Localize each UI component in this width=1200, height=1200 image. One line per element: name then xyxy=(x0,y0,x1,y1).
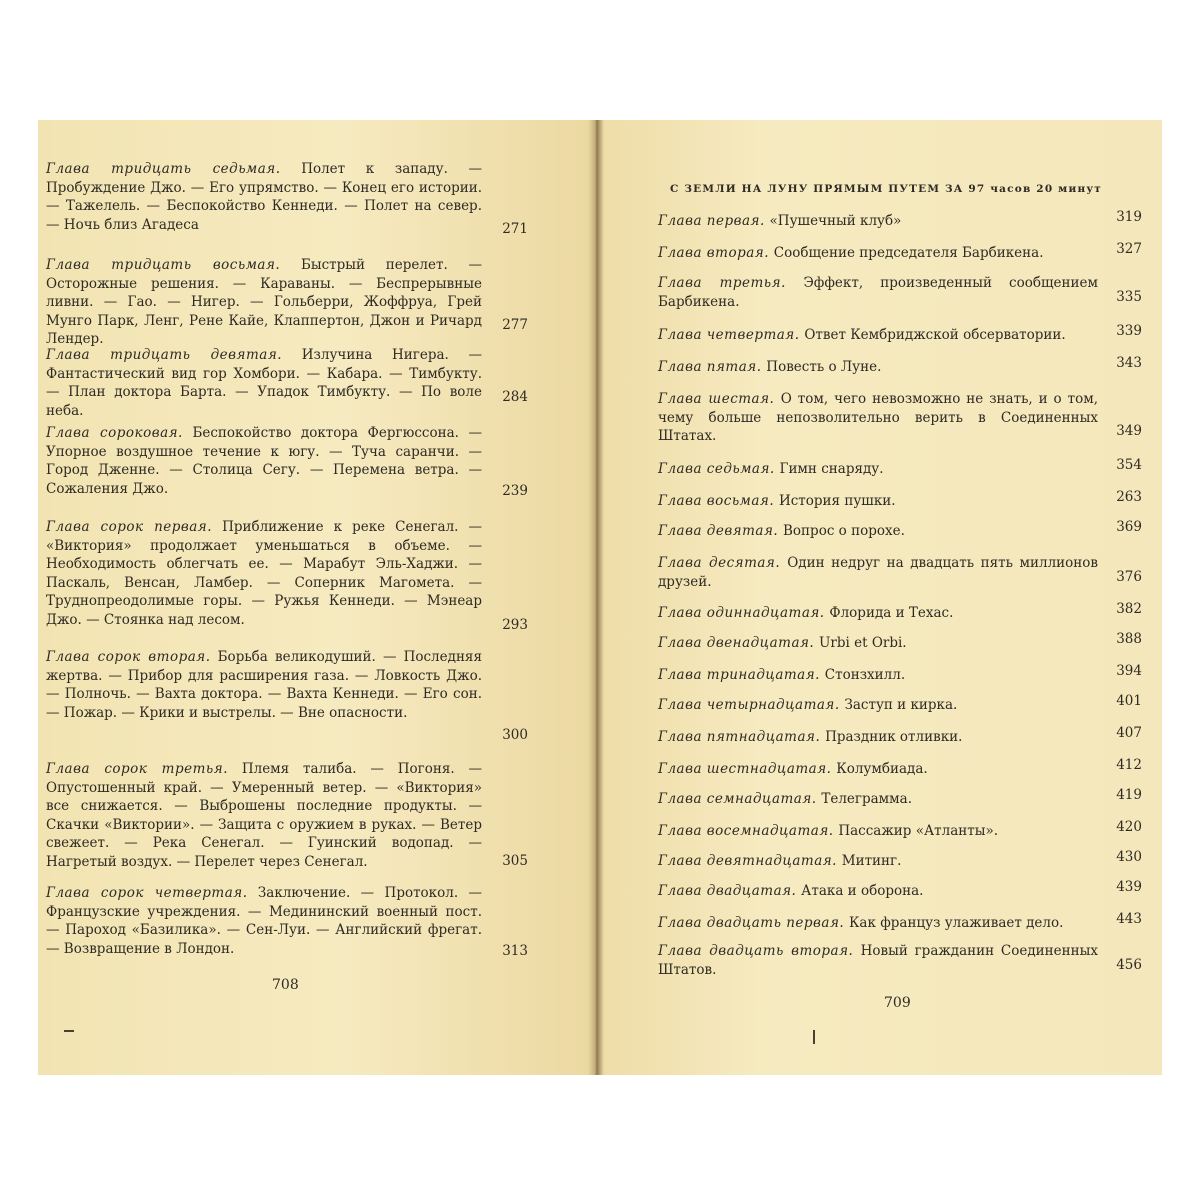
page-number: 284 xyxy=(502,389,528,405)
chapter-summary: Беспокойство доктора Фергюссона. — Упорное воздушное течение к югу. — Туча саранчи. — Город Дженне. — Столица Сегу. — Перемена ветра. — Сожаления Джо. xyxy=(46,425,482,497)
page-number: 388 xyxy=(1116,631,1142,647)
book-gutter xyxy=(588,120,604,1075)
toc-entry xyxy=(658,390,1098,446)
chapter-title: Телеграмма. xyxy=(821,791,913,807)
chapter-title: Стонзхилл. xyxy=(824,667,906,683)
chapter-label: Глава тринадцатая. xyxy=(658,667,825,683)
toc-entry xyxy=(658,522,1098,541)
page-number: 430 xyxy=(1116,849,1142,865)
page-folio: 708 xyxy=(272,977,299,993)
page-number: 339 xyxy=(1116,323,1142,339)
chapter-label: Глава восьмая. xyxy=(658,493,779,509)
page-number: 305 xyxy=(502,853,528,869)
chapter-summary: Быстрый перелет. — Осторожные решения. — Караваны. — Беспрерывные ливни. — Гао. — Нигер. — Гольберри, Жоффруа, Грей Мунго Парк, Ленг, Рене Кайе, Клаппертон, Джон и Ричард Лендер. xyxy=(46,257,482,347)
page-number: 239 xyxy=(502,483,528,499)
page-number: 300 xyxy=(502,727,528,743)
chapter-title: Как француз улаживает дело. xyxy=(848,915,1064,931)
chapter-summary: Излучина Нигера. — Фантастический вид гор Хомбори. — Кабара. — Тимбукту. — План доктора Барта. — Упадок Тимбукту. — По воле неба. xyxy=(46,347,482,419)
chapter-label: Глава десятая. xyxy=(658,555,788,571)
toc-entry xyxy=(658,822,1098,841)
toc-entry xyxy=(658,554,1098,591)
chapter-label: Глава двадцать первая. xyxy=(658,915,849,931)
page-number: 401 xyxy=(1116,693,1142,709)
chapter-label: Глава тридцать седьмая. xyxy=(46,161,281,177)
page-number: 439 xyxy=(1116,879,1142,895)
chapter-label: Глава двадцатая. xyxy=(658,883,802,899)
toc-entry xyxy=(658,728,1098,747)
page-number: 327 xyxy=(1116,241,1142,257)
chapter-title: Один недруг на двадцать пять миллионов друзей. xyxy=(658,555,1098,590)
page-number: 407 xyxy=(1116,725,1142,741)
page-number: 354 xyxy=(1116,457,1142,473)
chapter-title: Заступ и кирка. xyxy=(844,697,958,713)
chapter-title: «Пушечный клуб» xyxy=(769,213,902,229)
ink-mark xyxy=(64,1030,74,1032)
page-number: 277 xyxy=(502,317,528,333)
chapter-summary: Борьба великодуший. — Последняя жертва. — Прибор для расширения газа. — Ловкость Джо. — Полночь. — Вахта доктора. — Вахта Кеннеди. — Его сон. — Пожар. — Крики и выстрелы. — Вне опасности. xyxy=(46,649,482,721)
toc-entry xyxy=(658,492,1098,511)
page-number: 263 xyxy=(1116,489,1142,505)
toc-entry xyxy=(46,884,482,958)
chapter-label: Глава сорок вторая. xyxy=(46,649,211,665)
toc-entry xyxy=(658,942,1098,979)
chapter-label: Глава девятнадцатая. xyxy=(658,853,842,869)
chapter-title: Колумбиада. xyxy=(836,761,928,777)
chapter-label: Глава третья. xyxy=(658,275,804,291)
chapter-label: Глава шестая. xyxy=(658,391,781,407)
toc-entry xyxy=(658,604,1098,623)
page-number: 369 xyxy=(1116,519,1142,535)
chapter-title: Атака и оборона. xyxy=(801,883,924,899)
toc-entry xyxy=(46,424,482,498)
page-number: 349 xyxy=(1116,423,1142,439)
chapter-title: Ответ Кембриджской обсерватории. xyxy=(804,327,1066,343)
chapter-label: Глава тридцать девятая. xyxy=(46,347,283,363)
chapter-title: Пассажир «Атланты». xyxy=(838,823,999,839)
chapter-label: Глава шестнадцатая. xyxy=(658,761,837,777)
chapter-label: Глава сороковая. xyxy=(46,425,183,441)
chapter-summary: Племя талиба. — Погоня. — Опустошенный край. — Умеренный ветер. — «Виктория» все снижается. — Выброшены последние продукты. — Скачки «Виктории». — Защита с оружием в руках. — Ветер свежеет. — Река Сенегал. — Гуинский водопад. — Нагретый воздух. — Перелет через Сенегал. xyxy=(46,761,482,870)
toc-entry xyxy=(658,358,1098,377)
chapter-label: Глава сорок четвертая. xyxy=(46,885,248,901)
chapter-title: Urbi et Orbi. xyxy=(819,635,907,651)
toc-entry xyxy=(658,460,1098,479)
chapter-label: Глава сорок третья. xyxy=(46,761,228,777)
chapter-label: Глава пятая. xyxy=(658,359,767,375)
chapter-summary: Заключение. — Протокол. — Французские учреждения. — Медининский военный пост. — Пароход «Базилика». — Сен-Луи. — Английский фрегат. — Возвращение в Лондон. xyxy=(46,885,482,957)
page-number: 376 xyxy=(1116,569,1142,585)
page-number: 313 xyxy=(502,943,528,959)
chapter-title: Эффект, произведенный сообщением Барбикена. xyxy=(658,275,1098,310)
page-number: 420 xyxy=(1116,819,1142,835)
chapter-summary: Приближение к реке Сенегал. — «Виктория» продолжает уменьшаться в объеме. — Необходимость облегчать ее. — Марабут Эль-Хаджи. — Паскаль, Венсан, Ламбер. — Соперник Магомета. — Труднопреодолимые горы. — Ружья Кеннеди. — Мэнеар Джо. — Стоянка над лесом. xyxy=(46,519,482,628)
toc-entry xyxy=(658,914,1098,933)
chapter-label: Глава вторая. xyxy=(658,245,774,261)
chapter-title: Митинг. xyxy=(841,853,902,869)
chapter-title: Гимн снаряду. xyxy=(779,461,884,477)
toc-entry xyxy=(46,648,482,722)
page-number: 412 xyxy=(1116,757,1142,773)
page-number: 394 xyxy=(1116,663,1142,679)
chapter-label: Глава сорок первая. xyxy=(46,519,213,535)
toc-entry xyxy=(658,274,1098,311)
chapter-label: Глава тридцать восьмая. xyxy=(46,257,281,273)
toc-entry xyxy=(658,760,1098,779)
chapter-label: Глава девятая. xyxy=(658,523,783,539)
page-number: 343 xyxy=(1116,355,1142,371)
toc-entry xyxy=(658,852,1098,871)
section-heading: С ЗЕМЛИ НА ЛУНУ ПРЯМЫМ ПУТЕМ ЗА 97 часов 20 минут xyxy=(670,183,1102,195)
toc-entry xyxy=(658,882,1098,901)
toc-entry xyxy=(658,244,1098,263)
page-number: 271 xyxy=(502,221,528,237)
toc-entry xyxy=(658,634,1098,653)
chapter-title: О том, чего невозможно не знать, и о том, чему больше непозволительно верить в Соединенных Штатах. xyxy=(658,391,1098,444)
ink-mark xyxy=(813,1030,815,1044)
chapter-label: Глава двадцать вторая. xyxy=(658,943,861,959)
toc-entry xyxy=(658,696,1098,715)
chapter-title: История пушки. xyxy=(778,493,896,509)
page-folio: 709 xyxy=(884,995,911,1011)
page-number: 382 xyxy=(1116,601,1142,617)
page-number: 456 xyxy=(1116,957,1142,973)
page-number: 293 xyxy=(502,617,528,633)
chapter-label: Глава первая. xyxy=(658,213,770,229)
toc-entry xyxy=(46,256,482,349)
page-number: 443 xyxy=(1116,911,1142,927)
chapter-title: Флорида и Техас. xyxy=(829,605,954,621)
toc-entry xyxy=(658,666,1098,685)
chapter-label: Глава четырнадцатая. xyxy=(658,697,845,713)
chapter-title: Сообщение председателя Барбикена. xyxy=(773,245,1044,261)
chapter-label: Глава семнадцатая. xyxy=(658,791,822,807)
chapter-title: Вопрос о порохе. xyxy=(783,523,905,539)
toc-entry xyxy=(46,160,482,234)
toc-entry xyxy=(658,326,1098,345)
toc-entry xyxy=(46,346,482,420)
chapter-title: Повесть о Луне. xyxy=(766,359,882,375)
page-number: 419 xyxy=(1116,787,1142,803)
chapter-label: Глава седьмая. xyxy=(658,461,780,477)
chapter-label: Глава пятнадцатая. xyxy=(658,729,826,745)
toc-entry xyxy=(658,212,1098,231)
chapter-label: Глава двенадцатая. xyxy=(658,635,820,651)
chapter-title: Праздник отливки. xyxy=(825,729,963,745)
page-number: 319 xyxy=(1116,209,1142,225)
toc-entry xyxy=(46,760,482,871)
toc-entry xyxy=(46,518,482,629)
page-number: 335 xyxy=(1116,289,1142,305)
chapter-title: Новый гражданин Соединенных Штатов. xyxy=(658,943,1098,978)
chapter-label: Глава одиннадцатая. xyxy=(658,605,830,621)
toc-entry xyxy=(658,790,1098,809)
chapter-summary: Полет к западу. — Пробуждение Джо. — Его упрямство. — Конец его истории. — Тажелель. — Беспокойство Кеннеди. — Полет на север. — Ночь близ Агадеса xyxy=(46,161,483,233)
chapter-label: Глава восемнадцатая. xyxy=(658,823,839,839)
chapter-label: Глава четвертая. xyxy=(658,327,805,343)
